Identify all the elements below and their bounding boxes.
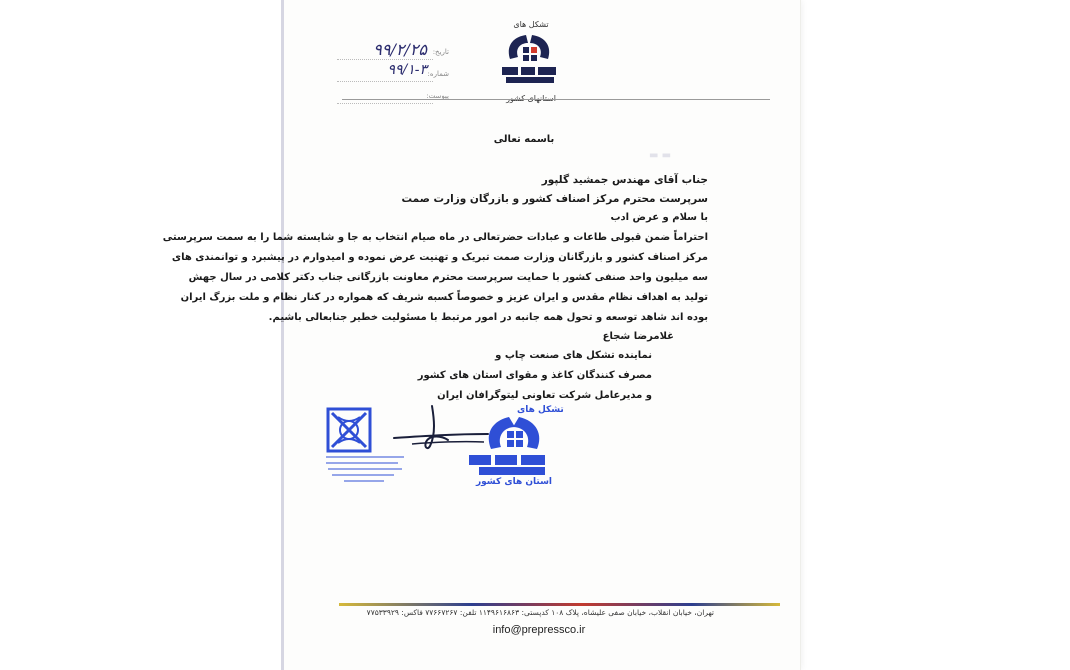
body-line: احتراماً ضمن قبولی طاعات و عبادات حضرتعالی در ماه صیام انتخاب به جا و شایسته شما را به سمت سرپرستی [162, 232, 708, 243]
number-row [329, 62, 449, 84]
salutation: باسمه تعالی [493, 134, 555, 145]
signer-name: غلامرضا شجاع [602, 331, 674, 342]
date-underline [337, 59, 433, 60]
org-logo [490, 20, 572, 103]
org-name: تشکل های [513, 20, 549, 29]
body-line: مرکز اصناف کشور و بازرگانان وزارت صمت تبریک و تهنیت عرض نموده و امیدوارم در پیشبرد و توانمندی های [171, 252, 708, 263]
logo-mark-icon [496, 31, 566, 89]
greeting: با سلام و عرض ادب [610, 212, 708, 223]
attachment-row [329, 84, 449, 106]
org-subtitle: استانهای کشور [506, 94, 556, 103]
date-value: ۹۹/۲/۲۵ [373, 40, 427, 59]
recipient-title: سرپرست محترم مرکز اصناف کشور و بازرگان وزارت صمت [401, 193, 708, 205]
org-stamp [469, 405, 573, 495]
page-edge-shadow [281, 0, 284, 670]
stamp-title: تشکل های [517, 405, 564, 415]
date-row [329, 40, 449, 62]
number-label: شماره: [427, 70, 449, 78]
signer-title-line: مصرف کنندگان کاغذ و مقوای استان های کشور [417, 370, 652, 381]
signer-title-line: نماینده تشکل های صنعت چاپ و [495, 350, 652, 361]
footer-email: info@prepressco.ir [492, 624, 586, 636]
stamp-emblem-icon [469, 415, 573, 477]
body-line: بوده اند شاهد توسعه و تحول همه جانبه در امور مرتبط با مسئولیت خطیر جنابعالی باشیم. [268, 312, 708, 323]
footer-divider [339, 603, 780, 606]
number-underline [337, 81, 433, 82]
attachment-label: پیوست: [426, 92, 449, 100]
signer-title-line: و مدیرعامل شرکت تعاونی لیتوگرافان ایران [437, 390, 652, 401]
header-divider [342, 99, 770, 100]
body-line: سه میلیون واحد صنفی کشور با حمایت سرپرست محترم معاونت بازرگانی جناب دکتر کلامی در سال جهش [188, 272, 708, 283]
letter-meta [329, 40, 449, 106]
recipient-name: جناب آقای مهندس جمشید گلپور [541, 174, 708, 186]
bleed-through-mark: ▬ ▬ [649, 150, 672, 161]
number-value: ۹۹/۱-۳ [387, 62, 427, 78]
letter-page [162, 0, 800, 670]
body-line: تولید به اهداف نظام مقدس و ایران عزیز و خصوصاً کسبه شریف که همواره در کنار نظام و ملت بزرگ ایران [180, 292, 708, 303]
attachment-underline [337, 103, 433, 104]
date-label: تاریخ: [432, 48, 449, 56]
footer-address: تهران، خیابان انقلاب، خیابان صفی علیشاه، پلاک ۱۰۸ کدپستی: ۱۱۴۹۶۱۶۸۶۳ تلفن: ۷۷۶۶۷۲۶۷ فاکس: ۷۷۵۳۳۹۲۹ [366, 608, 714, 617]
stamp-subtitle: استان های کشور [475, 477, 553, 487]
